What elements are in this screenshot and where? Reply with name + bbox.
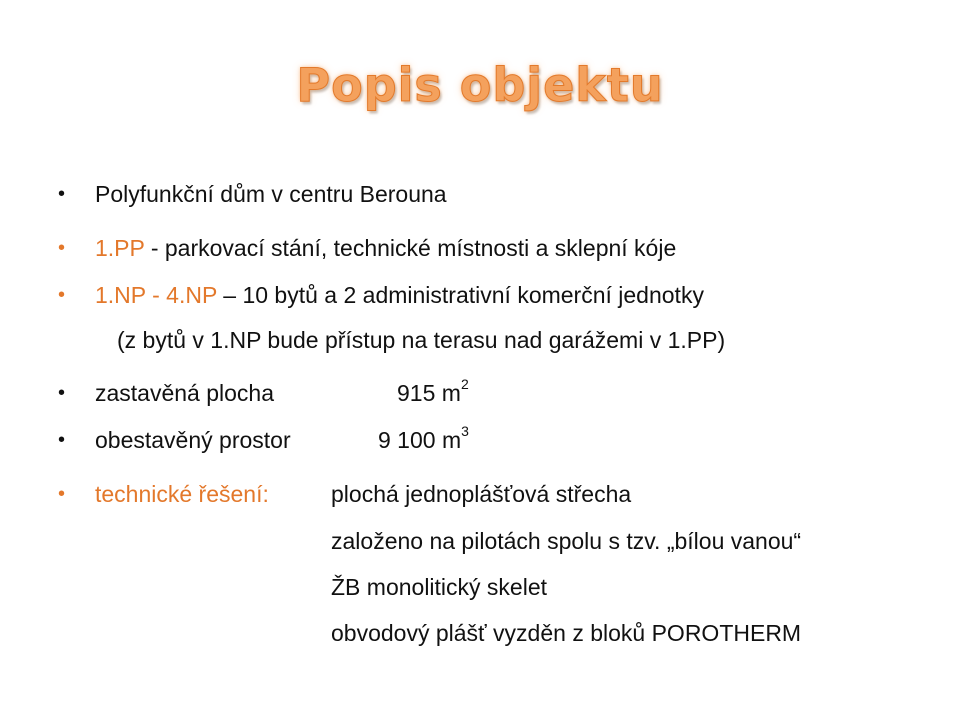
built-area-exponent: 2 [460,376,469,393]
bullet-icon: • [58,429,66,451]
floors-text: – 10 bytů a 2 administrativní komerční jednotky [216,282,704,308]
item-basement [95,234,676,262]
bullet-icon: • [58,237,66,259]
bullet-icon: • [58,183,66,205]
bullet-icon: • [58,382,66,404]
volume-exponent: 3 [461,423,469,440]
item-description: Polyfunkční dům v centru Berouna [95,181,447,207]
built-area-number: 915 m [397,380,461,406]
basement-text: - parkovací stání, technické místnosti a sklepní kóje [144,235,677,261]
volume-number: 9 100 m [378,427,462,453]
floors-note: (z bytů v 1.NP bude přístup na terasu nad garážemi v 1.PP) [117,327,726,353]
bullet-icon: • [58,483,66,505]
basement-label: 1.PP [95,235,145,261]
technical-line: ŽB monolitický skelet [331,574,548,600]
technical-line: založeno na pilotách spolu s tzv. „bílou vanou“ [331,528,802,554]
technical-line: plochá jednoplášťová střecha [331,481,632,507]
bullet-icon: • [58,284,66,306]
volume-value [378,423,469,454]
built-area-label: zastavěná plocha [95,380,275,406]
item-floors [95,281,704,309]
volume-label: obestavěný prostor [95,427,291,453]
floors-label: 1.NP - 4.NP [95,282,217,308]
built-area-value [397,376,469,407]
technical-line: obvodový plášť vyzděn z bloků POROTHERM [331,620,802,646]
slide-title: Popis objektu [296,58,664,112]
technical-solution-label: technické řešení: [95,481,269,507]
